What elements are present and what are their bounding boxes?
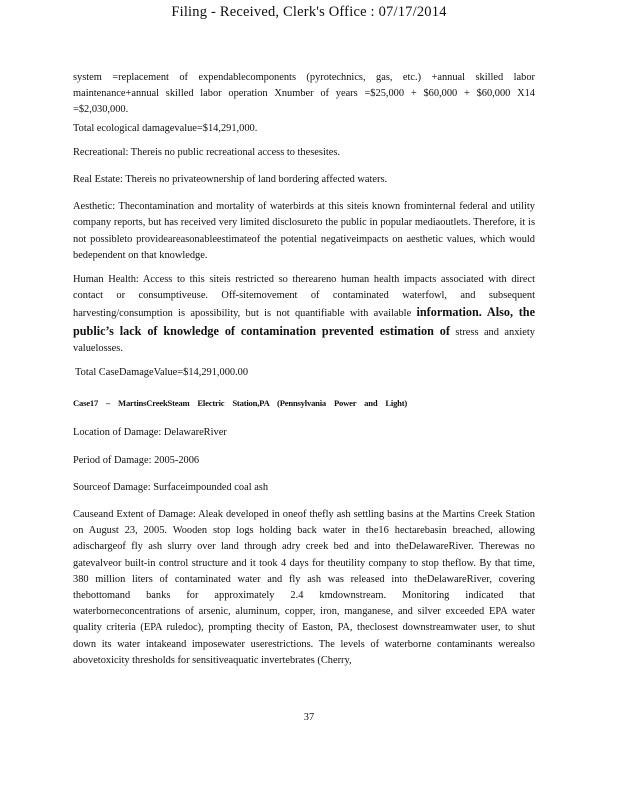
page-number: 37 bbox=[303, 712, 315, 723]
total-ecological-damage: Total ecological damagevalue=$14,291,000. bbox=[73, 122, 258, 134]
paragraph-recreational: Recreational: Thereis no public recreational access to thesesites. bbox=[73, 146, 340, 158]
filing-header: Filing - Received, Clerk's Office : 07/17/2014 bbox=[171, 4, 447, 20]
human-health-text-3: stress and anxiety valuelosses. bbox=[73, 326, 535, 354]
paragraph-cost-calculation: system =replacement of expendablecomponents (pyrotechnics, gas, etc.) +annual skilled labor maintenance+annual skilled labor operation Xnumber of years =$25,000 + $60,000 + $60,000 X14 =$2,030,000. bbox=[73, 72, 535, 116]
period-of-damage: Period of Damage: 2005-2006 bbox=[73, 454, 200, 466]
paragraph-cause-extent: Causeand Extent of Damage: Aleak developed in oneof thefly ash settling basins at the Martins Creek Station on August 23, 2005. Wooden stop logs holding back water in the16 hectarebasin breached, allowing adischargeof fly ash slurry over land through adry creek bed and into theDelawareRiver. Therewas no gatevalveor built-in control structure and it took 4 days for theutility company to stop theflow. By that time, 380 million liters of contaminated water and fly ash was released into theDelawareRiver, covering thebottomand banks for approximately 2.4 kmdownstream. Monitoring indicated that waterborneconcentrations of arsenic, aluminum, copper, iron, manganese, and silver exceeded EPA water quality criteria (EPA ruledoc), prompting thecity of Easton, PA, theclosest downstreamwater user, to shut down its water intakeand imposewater userestrictions. The levels of waterborne contaminants werealso abovetoxicity thresholds for sensitiveaquatic invertebrates (Cherry, bbox=[73, 509, 535, 666]
source-of-damage: Sourceof Damage: Surfaceimpounded coal ash bbox=[73, 481, 269, 493]
total-case-damage: Total CaseDamageValue=$14,291,000.00 bbox=[75, 367, 249, 379]
paragraph-aesthetic: Aesthetic: Thecontamination and mortality of waterbirds at this siteis known frominternal federal and utility company reports, but has received very limited disclosureto the public in popular mediaoutlets. Therefore, it is not possibleto provideareasonableestimateof the potential negativeimpacts on aesthetic values, which would bedependent on that knowledge. bbox=[73, 201, 535, 261]
paragraph-real-estate: Real Estate: Thereis no privateownership of land bordering affected waters. bbox=[73, 174, 388, 186]
human-health-text-1: Human Health: Access to this siteis restricted so thereareno human health impacts associated with direct contact or consumptiveuse. Off-sitemovement of contaminated waterfowl, and subsequent harvesting/consumption is apossibility, but is not quantifiable with available bbox=[73, 274, 535, 320]
human-health-text-2: information. Also, the public’s lack of knowledge of contamination prevented estimation of bbox=[73, 305, 535, 338]
document-body bbox=[73, 70, 535, 677]
case-heading: Case17 – MartinsCreekSteam Electric Station,PA (Pennsylvania Power and Light) bbox=[73, 398, 408, 409]
location-of-damage: Location of Damage: DelawareRiver bbox=[73, 427, 227, 439]
paragraph-human-health bbox=[73, 272, 535, 357]
